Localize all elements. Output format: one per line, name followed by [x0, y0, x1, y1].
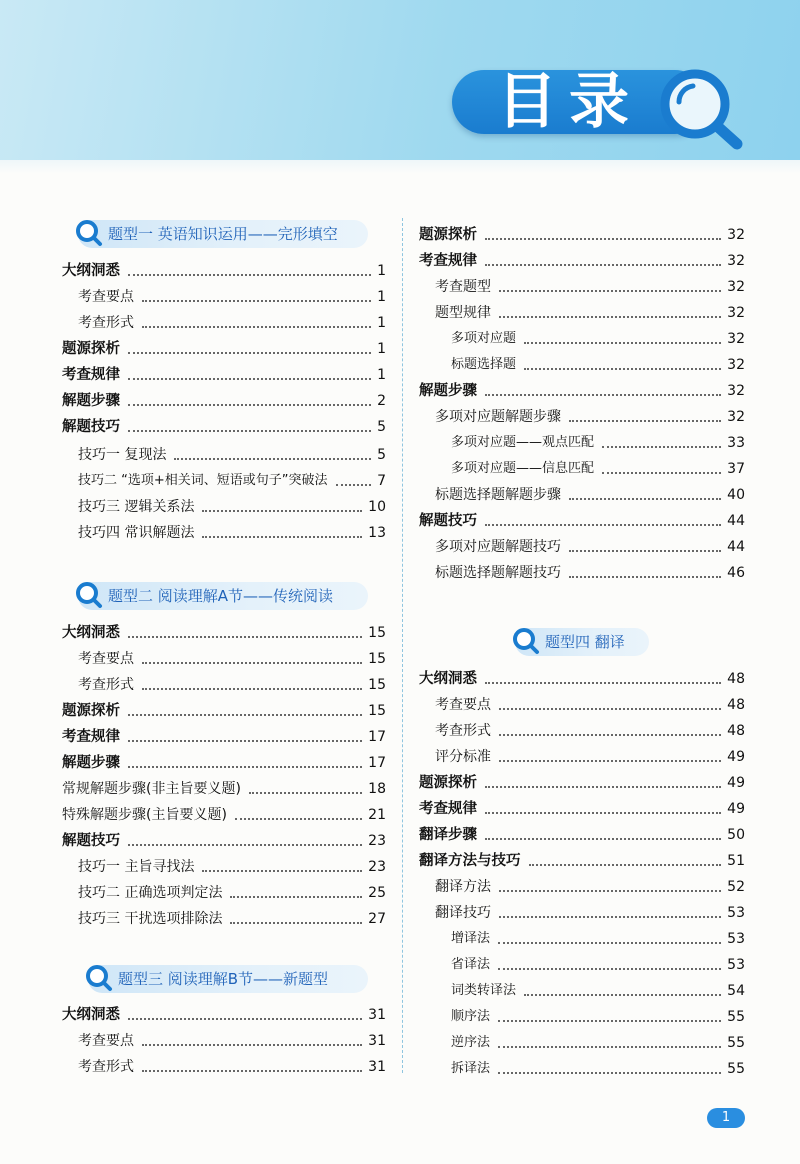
- toc-entry[interactable]: 考查要点 1: [78, 289, 386, 305]
- section-title: 题型三 阅读理解B节——新题型: [118, 970, 329, 988]
- page-title: 目录: [497, 67, 641, 137]
- magnifier-icon: [74, 579, 104, 609]
- toc-entry[interactable]: 翻译步骤 50: [419, 827, 745, 843]
- toc-entry[interactable]: 技巧一 主旨寻找法 23: [78, 859, 386, 875]
- column-divider: [402, 218, 403, 1073]
- toc-entry[interactable]: 大纲洞悉 48: [419, 671, 745, 687]
- toc-entry[interactable]: 解题技巧 23: [62, 833, 386, 849]
- toc-entry[interactable]: 大纲洞悉 1: [62, 263, 386, 279]
- toc-entry[interactable]: 考查要点 31: [78, 1033, 386, 1049]
- toc-entry[interactable]: 顺序法 55: [451, 1009, 745, 1025]
- toc-entry[interactable]: 多项对应题解题步骤 32: [435, 409, 745, 425]
- toc-entry[interactable]: 增译法 53: [451, 931, 745, 947]
- toc-entry[interactable]: 技巧二 正确选项判定法 25: [78, 885, 386, 901]
- toc-entry[interactable]: 解题技巧 44: [419, 513, 745, 529]
- toc-entry[interactable]: 特殊解题步骤(主旨要义题) 21: [62, 807, 386, 823]
- toc-entry[interactable]: 考查形式 48: [435, 723, 745, 739]
- toc-entry[interactable]: 省译法 53: [451, 957, 745, 973]
- toc-entry[interactable]: 标题选择题解题步骤 40: [435, 487, 745, 503]
- toc-entry[interactable]: 题源探析 15: [62, 703, 386, 719]
- page-number-badge: 1: [707, 1108, 745, 1128]
- toc-entry[interactable]: 拆译法 55: [451, 1061, 745, 1077]
- toc-entry[interactable]: 解题技巧 5: [62, 419, 386, 435]
- toc-entry[interactable]: 技巧一 复现法 5: [78, 447, 386, 463]
- section-heading-3: [88, 965, 368, 993]
- toc-entry[interactable]: 多项对应题——观点匹配 33: [451, 435, 745, 451]
- section-heading-1: [78, 220, 368, 248]
- toc-entry[interactable]: 逆序法 55: [451, 1035, 745, 1051]
- toc-entry[interactable]: 标题选择题解题技巧 46: [435, 565, 745, 581]
- toc-entry[interactable]: 翻译技巧 53: [435, 905, 745, 921]
- toc-entry[interactable]: 技巧三 干扰选项排除法 27: [78, 911, 386, 927]
- toc-entry[interactable]: 解题步骤 2: [62, 393, 386, 409]
- section-title: 题型四 翻译: [545, 633, 625, 651]
- section-heading-2: [78, 582, 368, 610]
- toc-entry[interactable]: 大纲洞悉 31: [62, 1007, 386, 1023]
- magnifier-icon: [511, 625, 541, 655]
- toc-entry[interactable]: 多项对应题 32: [451, 331, 745, 347]
- toc-entry[interactable]: 多项对应题——信息匹配 37: [451, 461, 745, 477]
- toc-entry[interactable]: 解题步骤 17: [62, 755, 386, 771]
- toc-entry[interactable]: 评分标准 49: [435, 749, 745, 765]
- toc-entry[interactable]: 翻译方法 52: [435, 879, 745, 895]
- magnifier-icon: [84, 962, 114, 992]
- toc-entry[interactable]: 题源探析 49: [419, 775, 745, 791]
- section-title: 题型一 英语知识运用——完形填空: [108, 225, 338, 243]
- toc-entry[interactable]: 考查形式 1: [78, 315, 386, 331]
- toc-entry[interactable]: 考查题型 32: [435, 279, 745, 295]
- toc-entry[interactable]: 考查形式 15: [78, 677, 386, 693]
- toc-entry[interactable]: 考查规律 32: [419, 253, 745, 269]
- toc-entry[interactable]: 多项对应题解题技巧 44: [435, 539, 745, 555]
- toc-entry[interactable]: 题型规律 32: [435, 305, 745, 321]
- toc-entry[interactable]: 技巧三 逻辑关系法 10: [78, 499, 386, 515]
- toc-entry[interactable]: 考查规律 1: [62, 367, 386, 383]
- toc-entry[interactable]: 大纲洞悉 15: [62, 625, 386, 641]
- toc-entry[interactable]: 翻译方法与技巧 51: [419, 853, 745, 869]
- toc-entry[interactable]: 题源探析 1: [62, 341, 386, 357]
- toc-entry[interactable]: 解题步骤 32: [419, 383, 745, 399]
- section-heading-4: [515, 628, 649, 656]
- toc-entry[interactable]: 技巧二 “选项+相关词、短语或句子”突破法 7: [78, 473, 386, 489]
- toc-entry[interactable]: 考查形式 31: [78, 1059, 386, 1075]
- toc-entry[interactable]: 考查规律 49: [419, 801, 745, 817]
- magnifier-icon: [655, 62, 747, 154]
- toc-entry[interactable]: 词类转译法 54: [451, 983, 745, 999]
- magnifier-icon: [74, 217, 104, 247]
- toc-entry[interactable]: 标题选择题 32: [451, 357, 745, 373]
- toc-entry[interactable]: 考查要点 48: [435, 697, 745, 713]
- toc-entry[interactable]: 考查要点 15: [78, 651, 386, 667]
- toc-entry[interactable]: 题源探析 32: [419, 227, 745, 243]
- toc-entry[interactable]: 技巧四 常识解题法 13: [78, 525, 386, 541]
- toc-entry[interactable]: 常规解题步骤(非主旨要义题) 18: [62, 781, 386, 797]
- toc-entry[interactable]: 考查规律 17: [62, 729, 386, 745]
- section-title: 题型二 阅读理解A节——传统阅读: [108, 587, 334, 605]
